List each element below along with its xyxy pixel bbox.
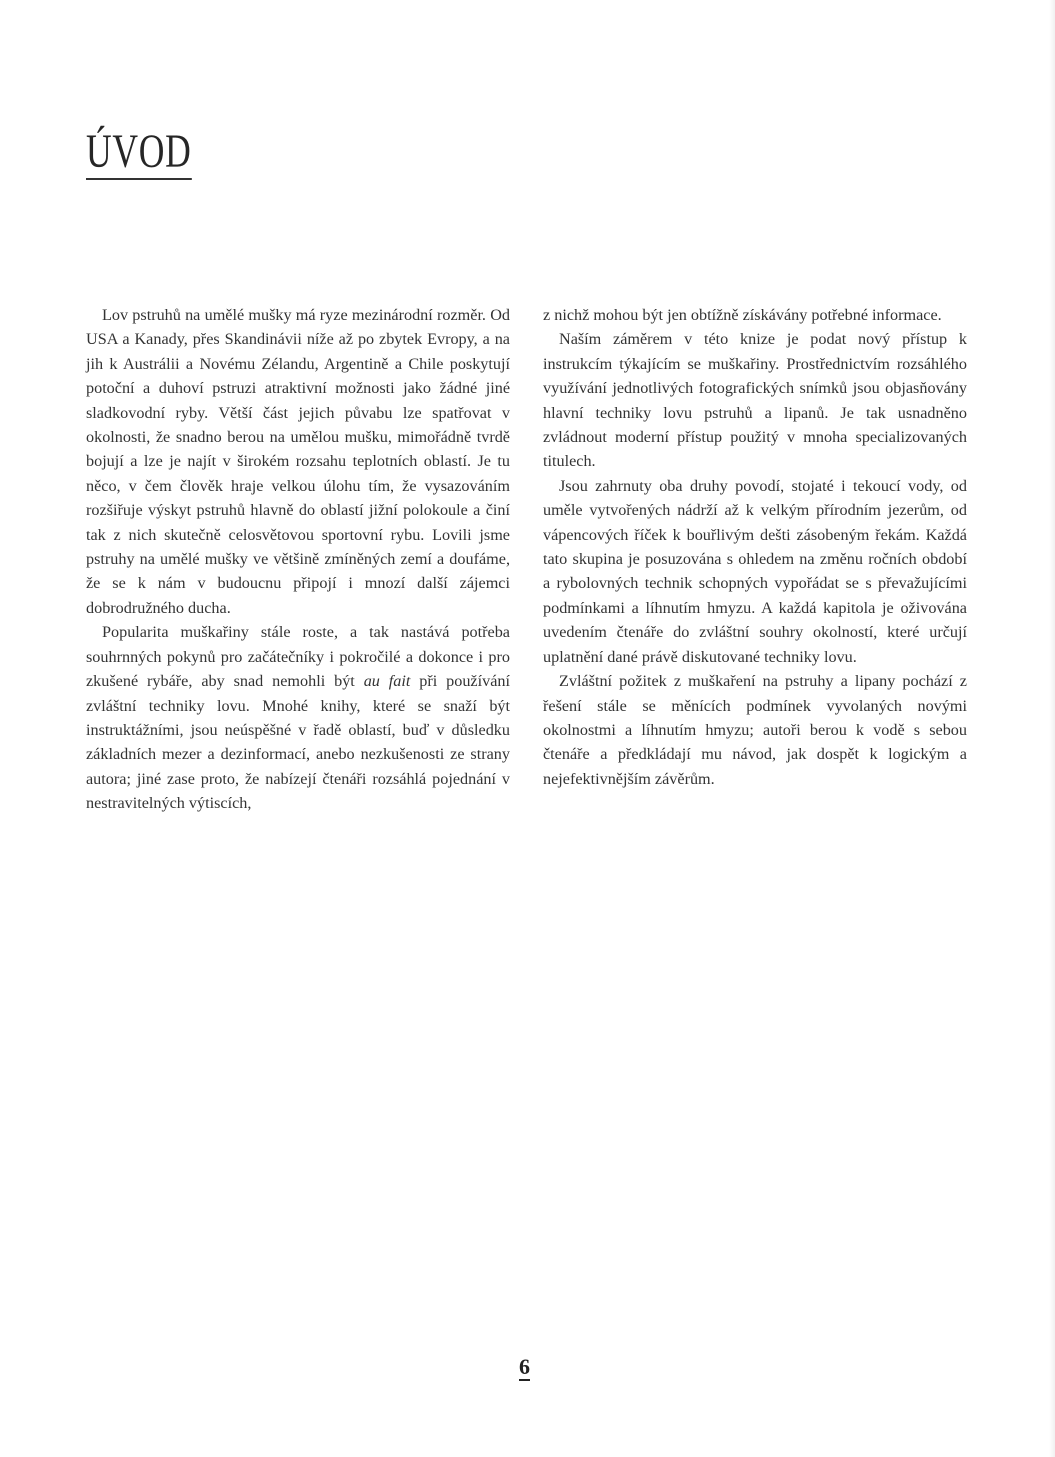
- paragraph-intro: Lov pstruhů na umělé mušky má ryze mezinárodní rozměr. Od USA a Kanady, přes Skandinávii níže až po zbytek Evropy, a na jih k Austrálii a Novému Zélandu, Argentině a Chile poskytují potoční a duhoví pstruzi atraktivní možnosti jako žádné jiné sladkovodní ryby. Větší část jejich půvabu lze spatřovat v okolnosti, že snadno berou na umělou mušku, mimořádně tvrdě bojují a lze je najít v širokém rozsahu teplotních oblastí. Je tu něco, v čem člověk hraje velkou úlohu tím, že vysazováním rozšiřuje výskyt pstruhů hlavně do oblastí jižní polokoule a činí tak z nich skutečně celosvětovou sportovní rybu. Lovili jsme pstruhy na umělé mušky ve většině zmíněných zemí a doufáme, že se k nám v budoucnu připojí i mnozí další zájemci dobrodružného ducha.: [86, 306, 510, 617]
- text-column-left: [86, 303, 510, 816]
- page-number: 6: [519, 1354, 530, 1379]
- text-column-right: [543, 303, 967, 791]
- paragraph-pleasure: Zvláštní požitek z muškaření na pstruhy a lipany pochází z řešení stále se měnících podmínek vyvolaných novými okolnostmi a líhnutím hmyzu; autoři berou k vodě s sebou čtenáře a předkládají mu návod, jak dospět k logickým a nejefektivnějším závěrům.: [543, 672, 967, 788]
- paragraph-waters: Jsou zahrnuty oba druhy povodí, stojaté i tekoucí vody, od uměle vytvořených nádrží až k velkým přírodním jezerům, od vápencových říček k bouřlivým dešti zásobeným řekám. Každá tato skupina je posuzována s ohledem na změnu ročních období a rybolovných technik schopných vypořádat se s převažujícími podmínkami a líhnutím hmyzu. A každá kapitola je oživována uvedením čtenáře do zvláštní souhry okolností, které určují uplatnění dané právě diskutované techniky lovu.: [543, 476, 967, 666]
- page-edge-shadow: [1049, 0, 1055, 1457]
- paragraph-popularity: [86, 620, 510, 815]
- paragraph-popularity-start: Popularita muškařiny stále roste, a tak nastává potřeba souhrnných pokynů pro začátečníky i pokročilé a dokonce i pro zkušené rybáře, aby snad nemohli být: [86, 623, 510, 691]
- paragraph-aim: Naším záměrem v této knize je podat nový přístup k instrukcím týkajícím se muškařiny. Prostřednictvím rozsáhlého využívání jednotlivých fotografických snímků jsou objasňovány hlavní techniky lovu pstruhů a lipanů. Je tak usnadněno zvládnout moderní přístup použitý v mnoha specializovaných titulech.: [543, 330, 967, 471]
- paragraph-popularity-end: při používání zvláštní techniky lovu. Mnohé knihy, které se snaží být instruktážními, jsou neúspěšné v řadě oblastí, buď v důsledku základních mezer a dezinformací, anebo nezkušenosti ze strany autora; jiné zase proto, že nabízejí čtenáři rozsáhlá pojednání v nestravitelných výtiscích,: [86, 672, 510, 813]
- italic-phrase: au fait: [363, 672, 411, 691]
- paragraph-continuation: z nichž mohou být jen obtížně získávány potřebné informace.: [543, 306, 942, 324]
- page-title: ÚVOD: [86, 125, 192, 178]
